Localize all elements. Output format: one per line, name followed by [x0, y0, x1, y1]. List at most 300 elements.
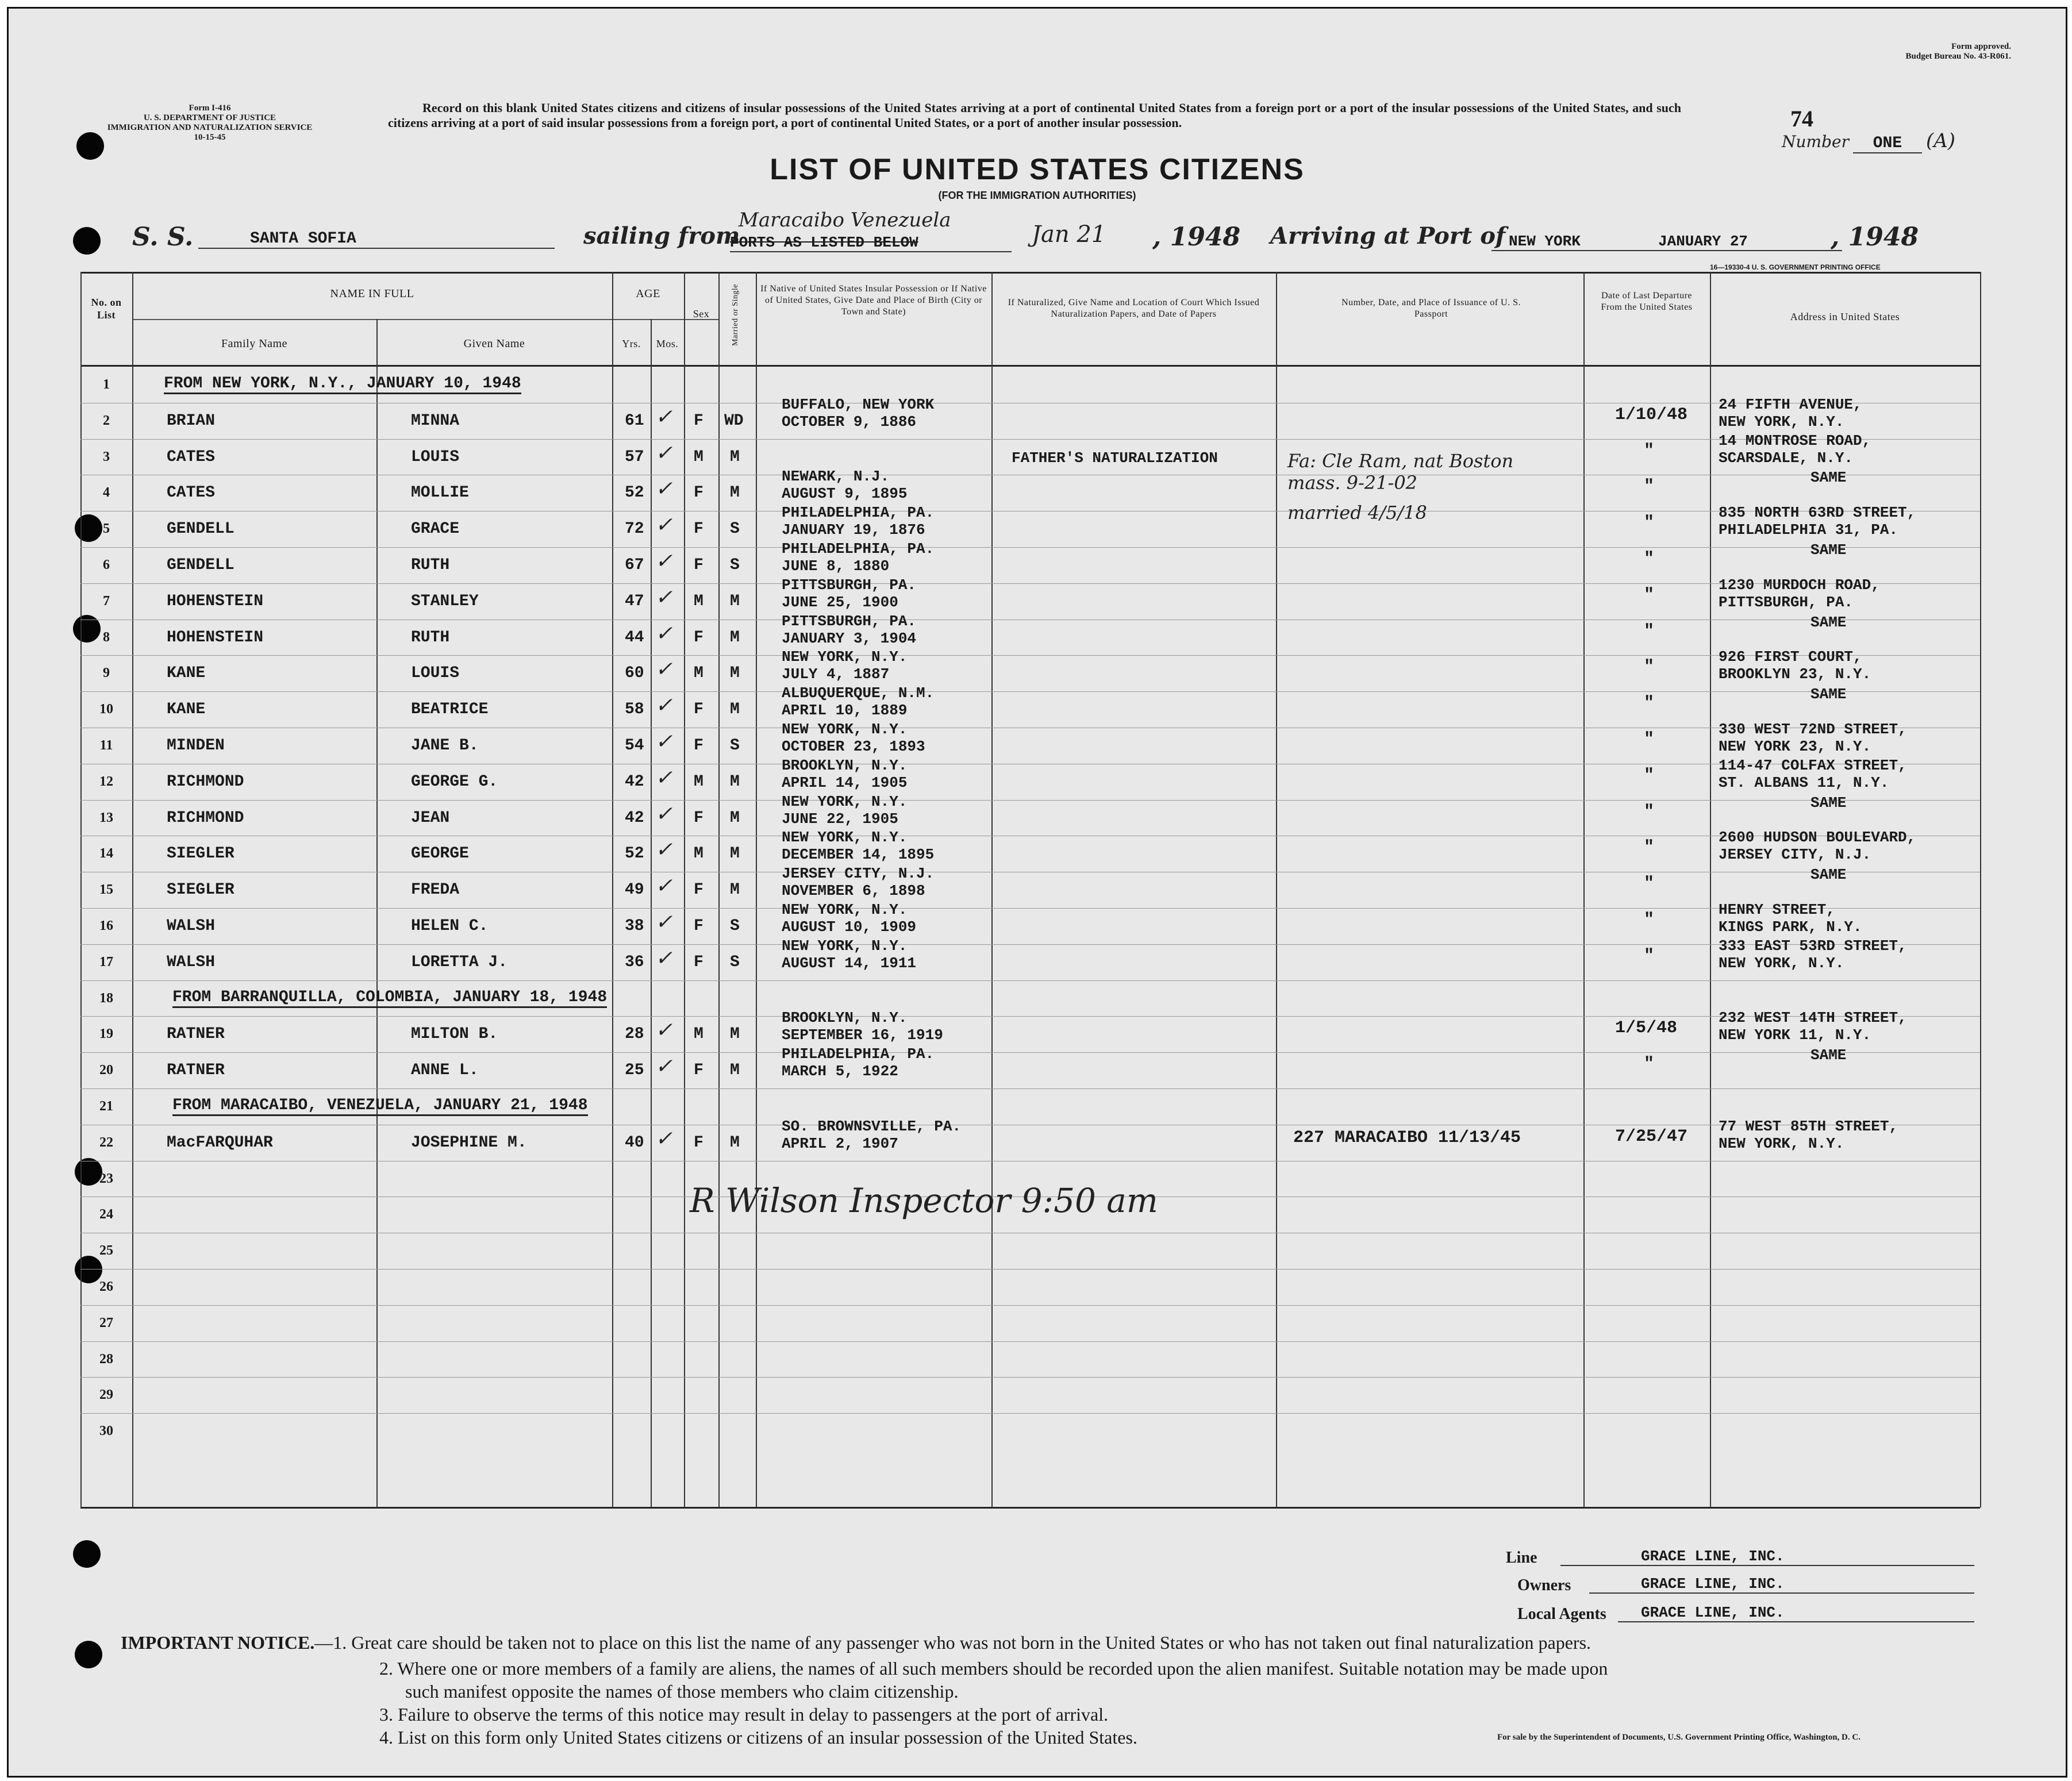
birth-date: APRIL 14, 1905 [782, 774, 908, 791]
sailing-from-handwritten: Maracaibo Venezuela [739, 209, 951, 232]
last-departure: " [1644, 657, 1655, 678]
notice-item-3: 3. Failure to observe the terms of this notice may result in delay to passengers at the port of arrival. [379, 1704, 1109, 1725]
ss-label: S. S. [132, 222, 194, 252]
family-name: RATNER [167, 1061, 225, 1080]
form-id: Form I-416 [189, 103, 231, 113]
footer-line-label: Line [1506, 1549, 1537, 1567]
age-years: 36 [625, 953, 644, 971]
naturalization: FATHER'S NATURALIZATION [1012, 449, 1218, 467]
family-name: HOHENSTEIN [167, 592, 264, 610]
marital-status: M [730, 664, 740, 683]
birth-date: DECEMBER 14, 1895 [782, 846, 935, 864]
birth-date: OCTOBER 23, 1893 [782, 738, 925, 755]
given-name: JANE B. [411, 737, 479, 755]
form-date-code: 10-15-45 [194, 133, 226, 142]
manifest-sheet [7, 7, 2067, 1778]
notice-item-1: —1. Great care should be taken not to place on this list the name of any passenger who was not born in the United States or who has not taken out final naturalization papers. [314, 1632, 1592, 1653]
last-departure: " [1644, 874, 1655, 894]
address-line-2: BROOKLYN 23, N.Y. [1719, 666, 1871, 683]
given-name: JEAN [411, 809, 450, 827]
check-mark: ✓ [655, 802, 673, 826]
address-line-1: SAME [1810, 686, 1847, 703]
address-line-1: 835 NORTH 63RD STREET, [1719, 504, 1916, 522]
row-number: 24 [99, 1207, 113, 1222]
number-value: ONE [1853, 134, 1922, 153]
birth-place: BROOKLYN, N.Y. [782, 756, 908, 774]
page-subtitle: (FOR THE IMMIGRATION AUTHORITIES) [938, 190, 1136, 201]
sailing-from-typed: PORTS AS LISTED BELOW [730, 234, 1012, 252]
age-years: 67 [625, 556, 644, 574]
row-line [80, 800, 1980, 801]
last-departure: " [1644, 477, 1655, 497]
marital-status: M [730, 592, 740, 610]
col-divider [1980, 272, 1981, 1507]
address-line-2: ST. ALBANS 11, N.Y. [1719, 774, 1889, 791]
age-years: 58 [625, 701, 644, 719]
sail-year: , 1948 [1152, 222, 1241, 252]
address-line-2: SCARSDALE, N.Y. [1719, 449, 1854, 467]
row-line [80, 583, 1980, 584]
given-name: FREDA [411, 881, 460, 899]
birth-date: JUNE 8, 1880 [782, 557, 890, 575]
birth-place: PITTSBURGH, PA. [782, 576, 917, 594]
age-years: 52 [625, 484, 644, 502]
birth-place: NEWARK, N.J. [782, 468, 890, 486]
header-married-single: Married or Single [731, 283, 740, 347]
marital-status: M [730, 628, 740, 647]
arrival-year: , 1948 [1831, 222, 1919, 252]
family-name: HOHENSTEIN [167, 628, 264, 647]
last-departure: " [1644, 730, 1655, 749]
check-mark: ✓ [655, 405, 673, 429]
address-line-2: NEW YORK 23, N.Y. [1719, 738, 1871, 755]
sex: F [694, 484, 704, 502]
birth-date: AUGUST 10, 1909 [782, 918, 917, 936]
row-number: 7 [103, 593, 110, 609]
last-departure: " [1644, 513, 1655, 533]
age-years: 42 [625, 809, 644, 827]
header-mos: Mos. [656, 338, 679, 349]
approval-line1: Form approved. [1951, 42, 2011, 51]
last-departure: 1/5/48 [1615, 1018, 1678, 1038]
header-passport: Number, Date, and Place of Issuance of U. S. Passport [1341, 298, 1521, 319]
given-name: RUTH [411, 628, 450, 647]
last-departure: 1/10/48 [1615, 405, 1688, 425]
row-number: 28 [99, 1351, 113, 1367]
footer-agents-label: Local Agents [1517, 1605, 1606, 1623]
sex: F [694, 520, 704, 538]
last-departure: " [1644, 441, 1655, 461]
row-line [80, 1341, 1980, 1342]
row-number: 9 [103, 666, 110, 681]
sex: F [694, 411, 704, 430]
row-line [80, 1305, 1980, 1306]
header-age: AGE [636, 287, 660, 300]
marital-status: S [730, 520, 740, 538]
row-number: 14 [99, 846, 113, 861]
row-line [80, 944, 1980, 945]
family-name: KANE [167, 701, 206, 719]
birth-date: APRIL 10, 1889 [782, 702, 908, 720]
page-title: LIST OF UNITED STATES CITIZENS [770, 153, 1305, 186]
address-line-2: KINGS PARK, N.Y. [1719, 918, 1862, 936]
col-divider [1710, 272, 1711, 1507]
address-line-1: SAME [1810, 794, 1847, 811]
col-divider [991, 272, 993, 1507]
row-number: 6 [103, 557, 110, 572]
age-years: 38 [625, 917, 644, 935]
check-mark: ✓ [655, 838, 673, 862]
footer-owners-value: GRACE LINE, INC. [1589, 1575, 1974, 1594]
last-departure: " [1644, 549, 1655, 569]
family-name: SIEGLER [167, 881, 235, 899]
table-top-border [80, 272, 1980, 274]
notice-item-2a: 2. Where one or more members of a family are aliens, the names of all such members should be recorded upon the alien manifest. Suitable notation may be made upon [379, 1658, 1608, 1679]
birth-date: NOVEMBER 6, 1898 [782, 882, 925, 900]
birth-place: PHILADELPHIA, PA. [782, 540, 935, 557]
footer-line-value: GRACE LINE, INC. [1560, 1548, 1974, 1566]
age-years: 25 [625, 1061, 644, 1080]
section-header: FROM NEW YORK, N.Y., JANUARY 10, 1948 [164, 375, 521, 394]
address-line-2: NEW YORK, N.Y. [1719, 1134, 1844, 1152]
birth-place: ALBUQUERQUE, N.M. [782, 684, 935, 702]
row-number: 26 [99, 1279, 113, 1294]
address-line-2: JERSEY CITY, N.J. [1719, 846, 1871, 864]
row-number: 17 [99, 954, 113, 970]
age-years: 60 [625, 664, 644, 683]
row-number: 2 [103, 413, 110, 428]
check-mark: ✓ [655, 1055, 673, 1079]
last-departure: 7/25/47 [1615, 1126, 1688, 1147]
last-departure: " [1644, 621, 1655, 641]
sex: F [694, 953, 704, 971]
row-number: 19 [99, 1026, 113, 1042]
check-mark: ✓ [655, 585, 673, 609]
col-divider [756, 272, 757, 1507]
birth-date: JANUARY 19, 1876 [782, 521, 925, 539]
birth-date: AUGUST 14, 1911 [782, 954, 917, 972]
sale-note: For sale by the Superintendent of Documents, U.S. Government Printing Office, Washington, D. C. [1497, 1733, 1860, 1742]
footer-owners-label: Owners [1517, 1576, 1571, 1594]
birth-place: NEW YORK, N.Y. [782, 793, 908, 810]
row-line [80, 1088, 1980, 1089]
check-mark: ✓ [655, 441, 673, 465]
instructions: Record on this blank United States citizens and citizens of insular possessions of the United States arriving at a port of continental United States from a foreign port or a port of the insular possessions of the United States, and such citizens arriving at a port of said insular possessions from a foreign port, a port of continental United States, or a port of another insular possession. [388, 101, 1681, 130]
address-line-1: 1230 MURDOCH ROAD, [1719, 576, 1880, 594]
col-divider [612, 272, 613, 1507]
address-line-1: 24 FIFTH AVENUE, [1719, 395, 1862, 413]
row-line [80, 1016, 1980, 1017]
passport-note-2: mass. 9-21-02 [1287, 472, 1418, 494]
row-number: 21 [99, 1099, 113, 1114]
row-line [80, 1269, 1980, 1270]
family-name: CATES [167, 448, 216, 466]
sex: F [694, 628, 704, 647]
birth-date: OCTOBER 9, 1886 [782, 413, 917, 430]
number-suffix: (A) [1925, 129, 1956, 152]
row-number: 11 [99, 738, 113, 753]
form-approval [1906, 42, 2012, 61]
row-number: 4 [103, 485, 110, 501]
section-header: FROM MARACAIBO, VENEZUELA, JANUARY 21, 1948 [172, 1097, 588, 1116]
row-line [80, 691, 1980, 692]
given-name: JOSEPHINE M. [411, 1133, 527, 1152]
sex: M [694, 772, 704, 791]
age-years: 57 [625, 448, 644, 466]
notice-item-2b: such manifest opposite the names of those members who claim citizenship. [405, 1681, 959, 1702]
sex: M [694, 592, 704, 610]
sex: F [694, 737, 704, 755]
given-name: GEORGE [411, 845, 469, 863]
address-line-1: 14 MONTROSE ROAD, [1719, 432, 1871, 449]
marital-status: S [730, 917, 740, 935]
check-mark: ✓ [655, 910, 673, 934]
family-name: RICHMOND [167, 772, 244, 791]
check-mark: ✓ [655, 1018, 673, 1043]
sail-date-handwritten: Jan 21 [1032, 221, 1106, 248]
check-mark: ✓ [655, 549, 673, 573]
check-mark: ✓ [655, 621, 673, 645]
address-line-1: SAME [1810, 1047, 1847, 1064]
sex: F [694, 917, 704, 935]
sex: M [694, 664, 704, 683]
section-header: FROM BARRANQUILLA, COLOMBIA, JANUARY 18, 1948 [172, 988, 607, 1008]
inspector-signature: R Wilson Inspector 9:50 am [690, 1181, 1158, 1220]
passport: 227 MARACAIBO 11/13/45 [1293, 1128, 1521, 1148]
marital-status: M [730, 1025, 740, 1044]
address-line-1: SAME [1810, 469, 1847, 487]
address-line-2: NEW YORK, N.Y. [1719, 413, 1844, 430]
marital-status: M [730, 1133, 740, 1152]
row-number: 1 [103, 377, 110, 392]
row-line [80, 980, 1980, 981]
address-line-1: 77 WEST 85TH STREET, [1719, 1117, 1898, 1135]
last-departure: " [1644, 802, 1655, 822]
given-name: MOLLIE [411, 484, 469, 502]
marital-status: S [730, 556, 740, 574]
address-line-1: SAME [1810, 541, 1847, 559]
row-line [80, 908, 1980, 909]
given-name: HELEN C. [411, 917, 489, 935]
sex: F [694, 881, 704, 899]
given-name: RUTH [411, 556, 450, 574]
address-line-1: 2600 HUDSON BOULEVARD, [1719, 829, 1916, 847]
header-birth: If Native of United States Insular Possession or If Native of United States, Give Date and Place of Birth (City or Town and State) [760, 284, 987, 317]
birth-place: BUFFALO, NEW YORK [782, 395, 935, 413]
notice-title: IMPORTANT NOTICE. [121, 1632, 315, 1653]
address-line-2: PITTSBURGH, PA. [1719, 593, 1854, 611]
given-name: MILTON B. [411, 1025, 498, 1044]
sex: M [694, 1025, 704, 1044]
notice-item-4: 4. List on this form only United States citizens or citizens of an insular possession of the United States. [379, 1727, 1137, 1748]
age-years: 44 [625, 628, 644, 647]
check-mark: ✓ [655, 513, 673, 537]
check-mark: ✓ [655, 477, 673, 501]
gpo-note: 16—19330-4 U. S. GOVERNMENT PRINTING OFFICE [1710, 263, 1881, 271]
punch-hole [73, 227, 101, 255]
sex: F [694, 809, 704, 827]
row-number: 12 [99, 774, 113, 789]
col-divider [651, 319, 652, 1507]
ship-name: SANTA SOFIA [198, 230, 555, 249]
age-years: 28 [625, 1025, 644, 1044]
marital-status: M [730, 881, 740, 899]
birth-place: NEW YORK, N.Y. [782, 937, 908, 955]
header-sex: Sex [693, 308, 710, 320]
birth-place: NEW YORK, N.Y. [782, 721, 908, 738]
last-departure: " [1644, 946, 1655, 966]
row-number: 29 [99, 1387, 113, 1403]
arrival-date: JANUARY 27 [1641, 233, 1842, 251]
row-number: 15 [99, 882, 113, 898]
birth-date: AUGUST 9, 1895 [782, 485, 908, 503]
birth-place: BROOKLYN, N.Y. [782, 1009, 908, 1027]
age-years: 49 [625, 881, 644, 899]
header-address: Address in United States [1790, 311, 1900, 322]
row-line [80, 439, 1980, 440]
number-label: Number [1782, 132, 1849, 151]
row-number: 18 [99, 990, 113, 1006]
last-departure: " [1644, 1055, 1655, 1075]
col-divider [684, 272, 685, 1507]
given-name: MINNA [411, 411, 460, 430]
address-line-1: SAME [1810, 866, 1847, 884]
age-years: 40 [625, 1133, 644, 1152]
row-number: 20 [99, 1063, 113, 1078]
marital-status: M [730, 772, 740, 791]
arriving-label: Arriving at Port of [1270, 222, 1506, 249]
birth-date: MARCH 5, 1922 [782, 1063, 898, 1080]
header-naturalized: If Naturalized, Give Name and Location of Court Which Issued Naturalization Papers, and Date of Papers [1008, 298, 1260, 319]
row-number: 16 [99, 918, 113, 933]
marital-status: S [730, 953, 740, 971]
row-line [80, 655, 1980, 656]
important-notice [121, 1632, 1591, 1653]
marital-status: M [730, 845, 740, 863]
last-departure: " [1644, 585, 1655, 605]
sex: F [694, 556, 704, 574]
check-mark: ✓ [655, 946, 673, 970]
row-number: 8 [103, 629, 110, 645]
punch-hole [73, 1540, 101, 1568]
header-bottom-border [80, 365, 1980, 367]
arrival-port: NEW YORK [1491, 233, 1641, 251]
birth-date: JUNE 22, 1905 [782, 810, 898, 828]
header-last-departure: Date of Last Departure From the United States [1601, 291, 1693, 312]
col-divider [376, 319, 378, 1507]
address-line-1: 114-47 COLFAX STREET, [1719, 756, 1907, 774]
col-divider [718, 272, 720, 1507]
marital-status: M [730, 809, 740, 827]
col-divider [132, 272, 133, 1507]
family-name: RATNER [167, 1025, 225, 1044]
family-name: SIEGLER [167, 845, 235, 863]
last-departure: " [1644, 766, 1655, 786]
header-given-name: Given Name [463, 337, 525, 350]
marital-status: WD [724, 411, 744, 430]
name-header-divider [132, 319, 718, 320]
family-name: KANE [167, 664, 206, 683]
birth-place: PITTSBURGH, PA. [782, 612, 917, 630]
row-line [80, 1052, 1980, 1053]
marital-status: M [730, 701, 740, 719]
birth-place: NEW YORK, N.Y. [782, 901, 908, 918]
sailing-label: sailing from [583, 222, 740, 249]
number-block [1782, 129, 1955, 153]
address-line-1: 232 WEST 14TH STREET, [1719, 1009, 1907, 1027]
last-departure: " [1644, 910, 1655, 930]
age-years: 54 [625, 737, 644, 755]
birth-place: SO. BROWNSVILLE, PA. [782, 1117, 962, 1135]
family-name: RICHMOND [167, 809, 244, 827]
birth-place: NEW YORK, N.Y. [782, 829, 908, 847]
given-name: LORETTA J. [411, 953, 508, 971]
age-years: 72 [625, 520, 644, 538]
family-name: WALSH [167, 917, 216, 935]
given-name: ANNE L. [411, 1061, 479, 1080]
given-name: GEORGE G. [411, 772, 498, 791]
given-name: BEATRICE [411, 701, 489, 719]
given-name: GRACE [411, 520, 460, 538]
age-years: 61 [625, 411, 644, 430]
address-line-2: NEW YORK 11, N.Y. [1719, 1026, 1871, 1044]
family-name: MacFARQUHAR [167, 1133, 273, 1152]
family-name: MINDEN [167, 737, 225, 755]
given-name: LOUIS [411, 448, 460, 466]
address-line-1: 330 WEST 72ND STREET, [1719, 721, 1907, 738]
row-number: 27 [99, 1315, 113, 1330]
address-line-1: HENRY STREET, [1719, 901, 1835, 918]
sex: M [694, 448, 704, 466]
age-years: 42 [625, 772, 644, 791]
address-line-1: 333 EAST 53RD STREET, [1719, 937, 1907, 955]
last-departure: " [1644, 694, 1655, 714]
service: IMMIGRATION AND NATURALIZATION SERVICE [107, 123, 313, 132]
address-line-1: 926 FIRST COURT, [1719, 648, 1862, 666]
birth-date: SEPTEMBER 16, 1919 [782, 1026, 943, 1044]
sex: F [694, 1133, 704, 1152]
header-family-name: Family Name [221, 337, 287, 350]
punch-hole [75, 1641, 102, 1668]
approval-line2: Budget Bureau No. 43-R061. [1905, 52, 2011, 61]
footer-agents-value: GRACE LINE, INC. [1618, 1604, 1974, 1622]
check-mark: ✓ [655, 694, 673, 718]
row-number: 13 [99, 810, 113, 825]
row-number: 25 [99, 1243, 113, 1259]
check-mark: ✓ [655, 657, 673, 682]
department: U. S. DEPARTMENT OF JUSTICE [143, 113, 276, 122]
row-number: 22 [99, 1134, 113, 1150]
row-line [80, 1377, 1980, 1378]
family-name: GENDELL [167, 556, 235, 574]
age-years: 52 [625, 845, 644, 863]
col-divider [1276, 272, 1277, 1507]
address-line-2: PHILADELPHIA 31, PA. [1719, 521, 1898, 539]
check-mark: ✓ [655, 874, 673, 898]
marital-status: M [730, 484, 740, 502]
col-divider [1583, 272, 1585, 1507]
given-name: LOUIS [411, 664, 460, 683]
header-yrs: Yrs. [622, 338, 641, 349]
family-name: CATES [167, 484, 216, 502]
page-number: 74 [1790, 106, 1813, 132]
sex: M [694, 845, 704, 863]
row-number: 10 [99, 702, 113, 717]
form-id-block [101, 103, 319, 143]
passport-note-1: Fa: Cle Ram, nat Boston [1287, 450, 1514, 472]
birth-place: PHILADELPHIA, PA. [782, 1045, 935, 1063]
passport-note-3: married 4/5/18 [1287, 502, 1427, 524]
